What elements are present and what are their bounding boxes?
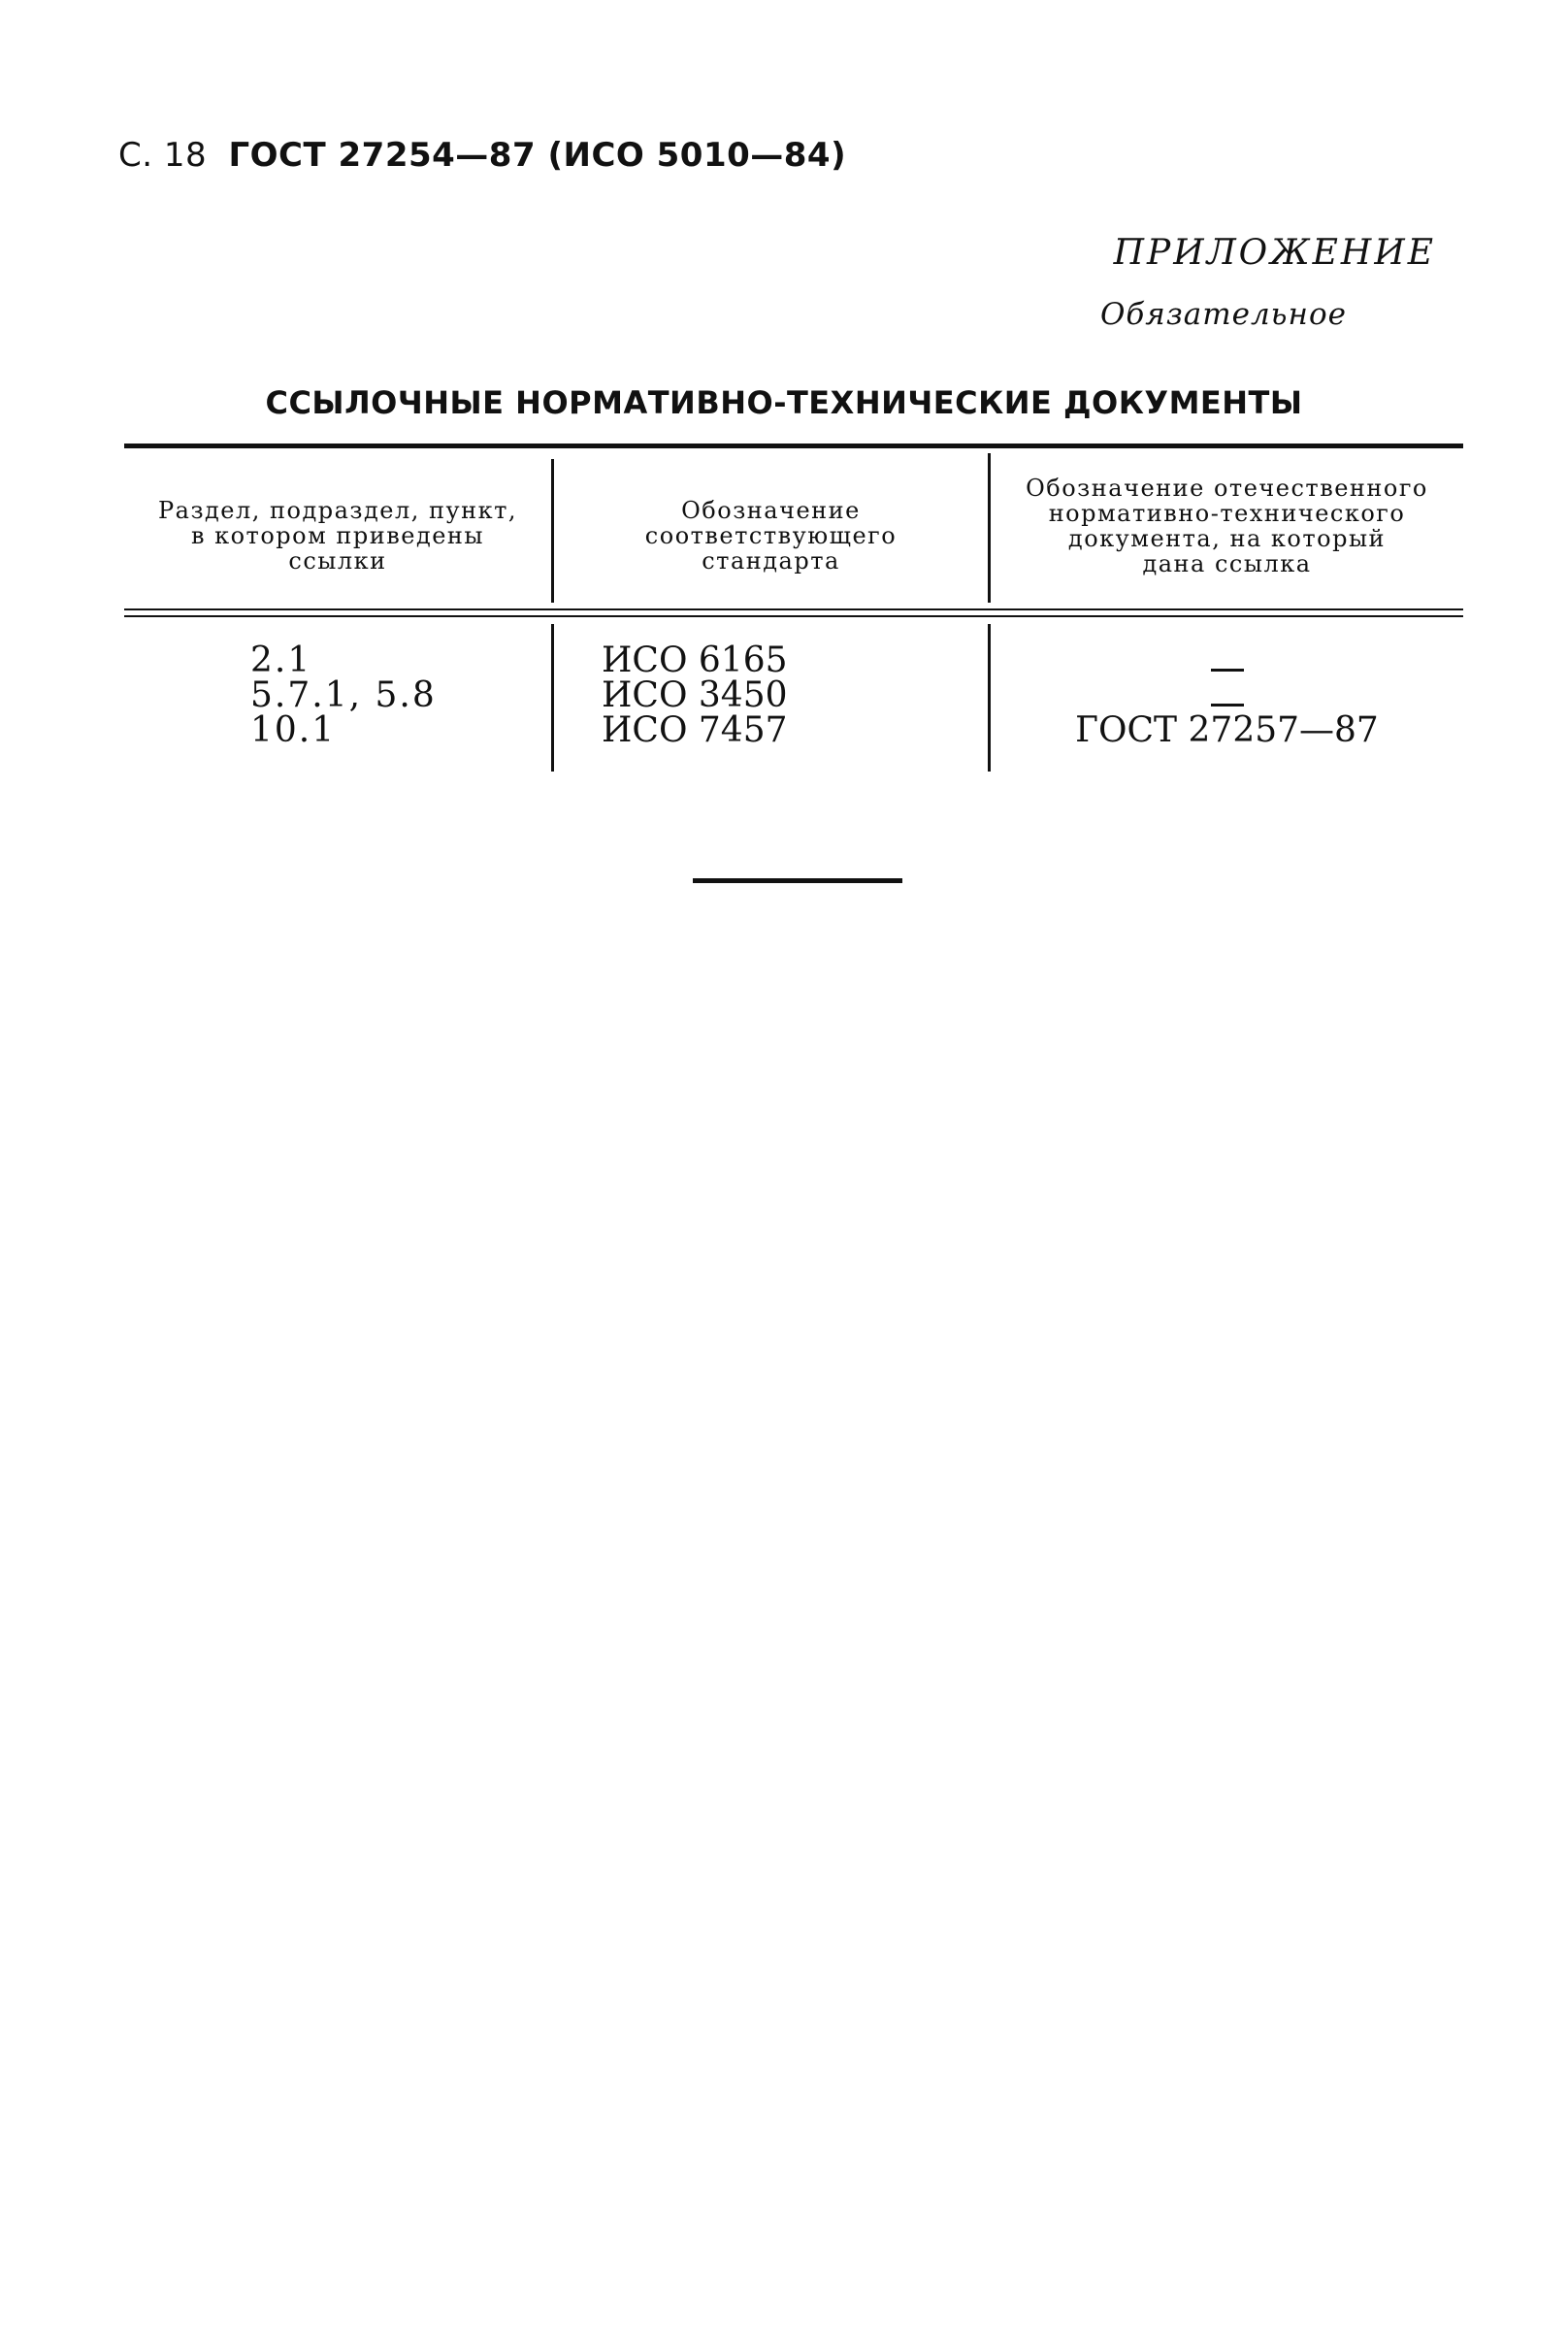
header-line: Обозначение [681, 497, 861, 524]
table-cell-section: 2.1 [250, 641, 312, 680]
header-line: ссылки [288, 547, 387, 575]
header-separator-rule [124, 608, 1463, 610]
appendix-status: Обязательное [1099, 297, 1347, 332]
reference-table [124, 444, 1463, 773]
document-title: ССЫЛОЧНЫЕ НОРМАТИВНО-ТЕХНИЧЕСКИЕ ДОКУМЕНТЫ [265, 384, 1303, 421]
dash-mark [1211, 669, 1244, 672]
header-line: документа, на который [1067, 525, 1387, 552]
header-line: соответствующего [644, 522, 898, 549]
header-line: Раздел, подраздел, пункт, [157, 497, 518, 524]
column-divider [551, 624, 554, 772]
header-line: нормативно-технического [1048, 500, 1406, 527]
column-header-national-document [991, 463, 1463, 589]
column-header-section [124, 473, 551, 599]
table-cell-section: 10.1 [250, 710, 337, 750]
national-document-column [991, 643, 1463, 748]
section-column [250, 643, 437, 748]
table-top-rule [124, 444, 1463, 448]
header-line: стандарта [702, 547, 840, 575]
table-cell-iso: ИСО 3450 [602, 675, 788, 715]
header-line: Обозначение отечественного [1026, 475, 1428, 502]
iso-standard-column [602, 643, 788, 748]
appendix-label: ПРИЛОЖЕНИЕ [1113, 233, 1436, 273]
standard-designation: ГОСТ 27254—87 (ИСО 5010—84) [228, 136, 847, 175]
page-header [118, 136, 846, 175]
header-line: дана ссылка [1142, 550, 1312, 577]
table-cell-national: ГОСТ 27257—87 [1075, 710, 1379, 750]
end-of-document-rule [693, 878, 902, 883]
table-cell-iso: ИСО 6165 [602, 641, 788, 680]
header-line: в котором приведены [190, 522, 485, 549]
table-cell-iso: ИСО 7457 [602, 710, 788, 750]
table-cell-national [991, 643, 1463, 678]
page-number: С. 18 [118, 136, 208, 175]
header-separator-rule [124, 615, 1463, 617]
table-cell-national [991, 678, 1463, 713]
dash-mark [1211, 704, 1244, 706]
column-header-iso-standard [554, 473, 988, 599]
table-cell-section: 5.7.1, 5.8 [250, 675, 437, 715]
